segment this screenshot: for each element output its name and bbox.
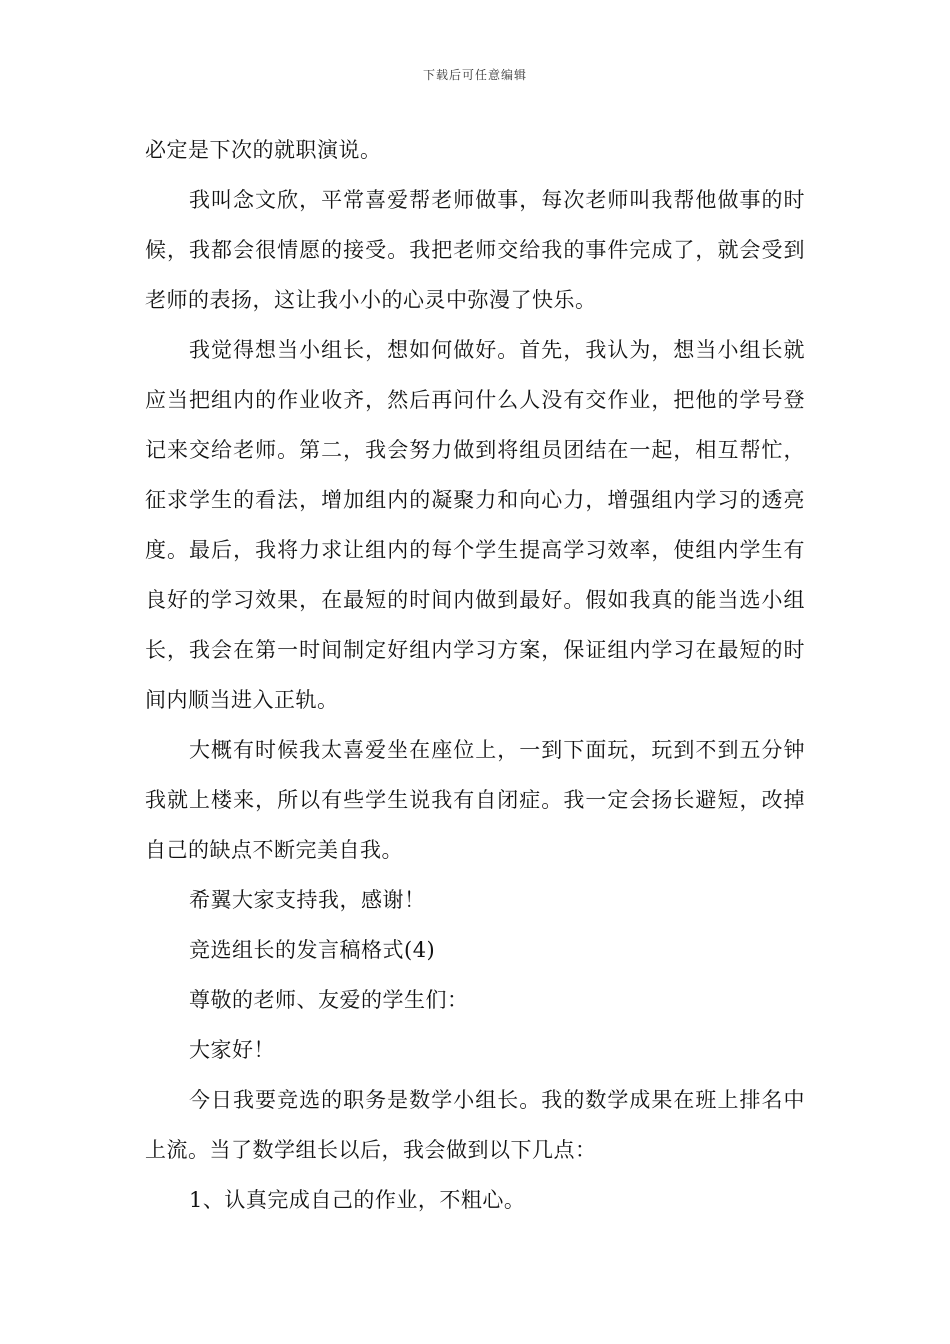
salutation: 尊敬的老师、友爱的学生们： (189, 988, 469, 1012)
paragraph-2: 我叫念文欣，平常喜爱帮老师做事，每次老师叫我帮他做事的时候，我都会很情愿的接受。我把老师交给我的事件完成了，就会受到老师的表扬，这让我小小的心灵中弥漫了快乐。 (145, 188, 805, 312)
greeting: 大家好！ (189, 1038, 275, 1062)
document-body (145, 125, 805, 1225)
paragraph-5: 希翼大家支持我，感谢！ (189, 888, 426, 912)
list-item-1: 1、认真完成自己的作业，不粗心。 (189, 1188, 526, 1212)
section-heading: 竞选组长的发言稿格式(4) (189, 938, 436, 962)
page-header: 下载后可任意编辑 (422, 68, 527, 82)
paragraph-3: 我觉得想当小组长，想如何做好。首先，我认为，想当小组长就应当把组内的作业收齐，然后再问什么人没有交作业，把他的学号登记来交给老师。第二，我会努力做到将组员团结在一起，相互帮忙，征求学生的看法，增加组内的凝聚力和向心力，增强组内学习的透亮度。最后，我将力求让组内的每个学生提高学习效率，使组内学生有良好的学习效果，在最短的时间内做到最好。假如我真的能当选小组长，我会在第一时间制定好组内学习方案，保证组内学习在最短的时间内顺当进入正轨。 (145, 338, 805, 712)
paragraph-4: 大概有时候我太喜爱坐在座位上，一到下面玩，玩到不到五分钟我就上楼来，所以有些学生说我有自闭症。我一定会扬长避短，改掉自己的缺点不断完美自我。 (145, 738, 805, 862)
paragraph-9: 今日我要竞选的职务是数学小组长。我的数学成果在班上排名中上流。当了数学组长以后，我会做到以下几点： (145, 1088, 805, 1162)
paragraph-1: 必定是下次的就职演说。 (145, 138, 382, 162)
